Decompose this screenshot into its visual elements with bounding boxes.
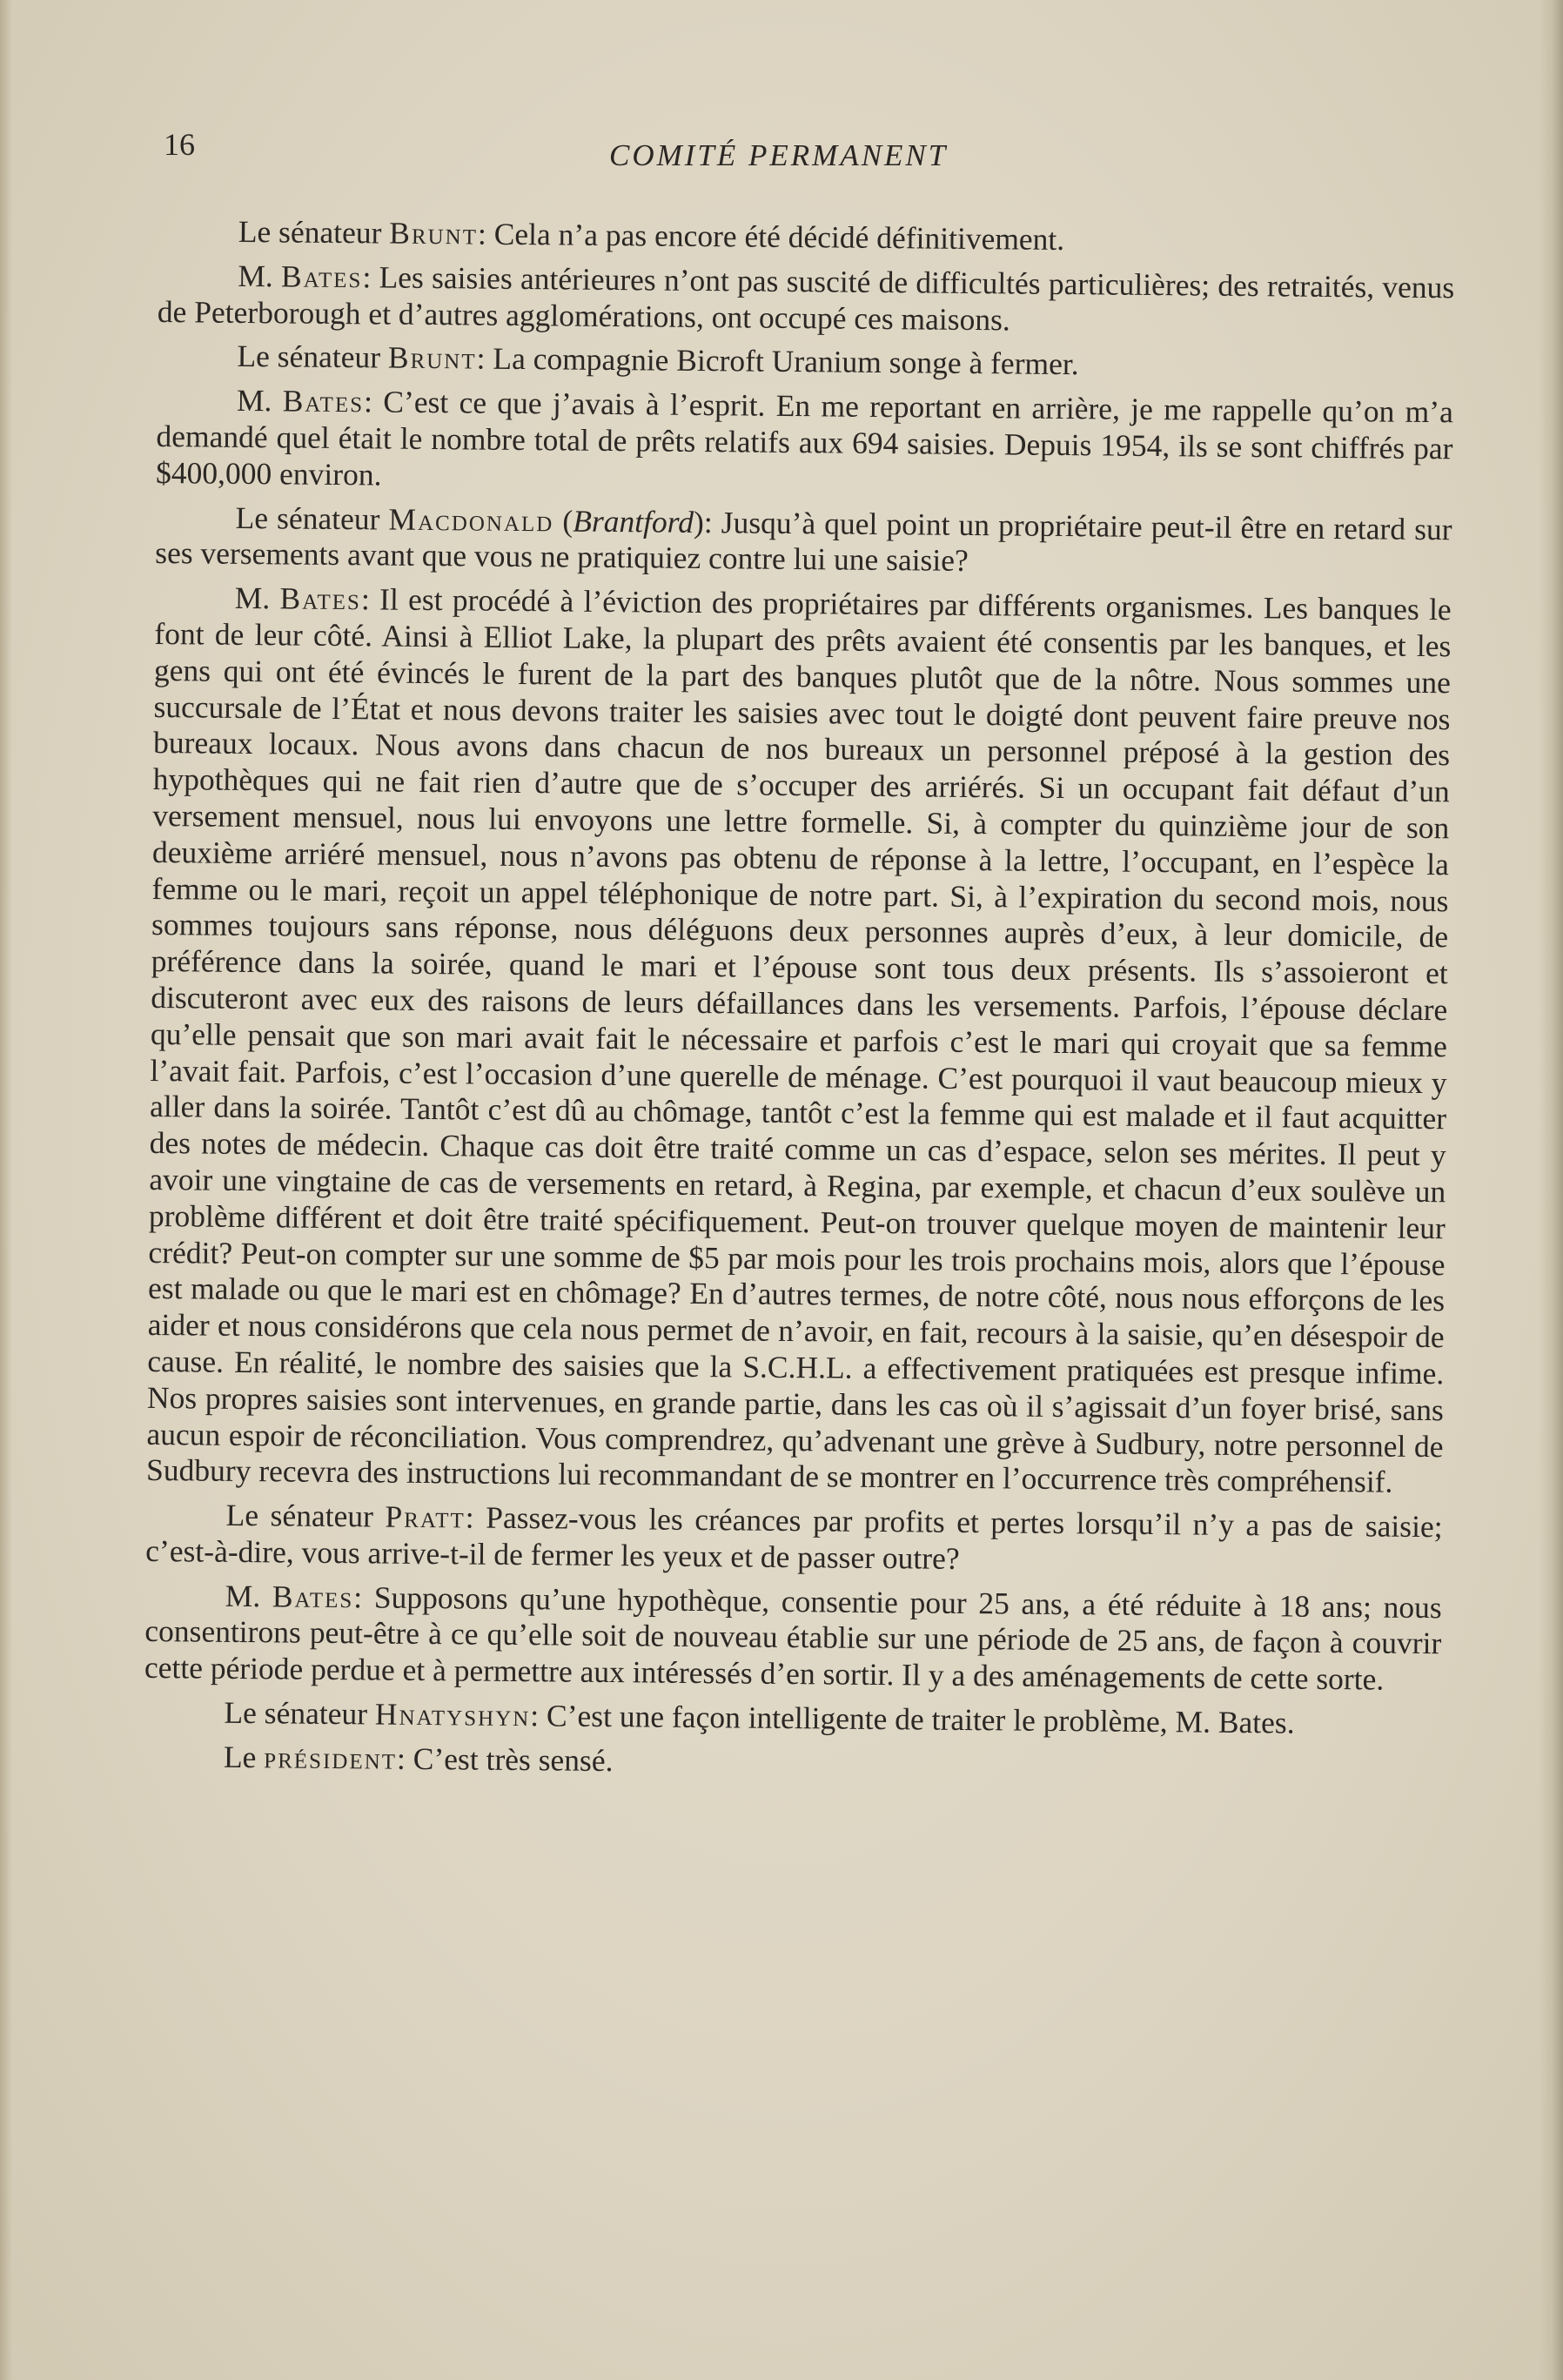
speaker-name: président [264,1740,398,1776]
speaker-name: Hnatyshyn [374,1696,531,1733]
speaker-prefix: M. [236,383,283,419]
speaker-name: Bates [280,258,363,295]
speaker-prefix: M. [225,1578,273,1614]
speech-text: Passez-vous les créances par profits et pertes lorsqu’il n’y a pas de saisie; c’est-à-dire, vous arrive-t-il de fermer les yeux et de passer outre? [145,1499,1443,1576]
speech-paragraph [156,382,1453,504]
speaker-prefix: Le sénateur [235,499,389,537]
speech-paragraph [157,338,1453,386]
speech-paragraph [158,258,1455,343]
speech-paragraph [158,213,1455,262]
transcript-body [144,213,1455,1795]
speaker-name: Brunt [389,215,479,251]
speaker-prefix: M. [238,258,282,294]
page-right-edge-shadow [1539,0,1563,2380]
speech-text: Il est procédé à l’éviction des propriétaires par différents organismes. Les banques le font de leur côté. Ainsi à Elliot Lake, la plupart des prêts avaient été consentis par les banques, et les gens qui ont été évincés le furent de la part des banques plutôt que de la nôtre. Nous sommes une succursale de l’État et nous devons traiter les saisies avec tout le doigté dont peuvent faire preuve nos bureaux locaux. Nous avons dans chacun de nos bureaux un personnel préposé à la gestion des hypothèques qui ne fait rien d’autre que de s’occuper des arriérés. Si un occupant fait défaut d’un versement mensuel, nous lui envoyons une lettre formelle. Si, à compter du quinzième jour de son deuxième arriéré mensuel, nous n’avons pas obtenu de réponse à la lettre, l’occupant, en l’espèce la femme ou le mari, reçoit un appel téléphonique de notre part. Si, à l’expiration du second mois, nous sommes toujours sans réponse, nous déléguons deux personnes auprès d’eux, à leur domicile, de préférence dans la soirée, quand le mari et l’épouse sont tous deux présents. Ils s’assoieront et discuteront avec eux des raisons de leurs défaillances dans les versements. Parfois, l’épouse déclare qu’elle pensait que son mari avait fait le nécessaire et parfois c’est le mari qui croyait que sa femme l’avait fait. Parfois, c’est l’occasion d’une querelle de ménage. C’est pourquoi il vaut beaucoup mieux y aller dans la soirée. Tantôt c’est dû au chômage, tantôt c’est la femme qui est malade et il faut acquitter des notes de médecin. Chaque cas doit être traité comme un cas d’espace, selon ses mérites. Il peut y avoir une vingtaine de cas de versements en retard, à Regina, par exemple, et chacun d’eux soulève un problème différent et doit être traité spécifiquement. Peut-on trouver quelque moyen de maintenir leur crédit? Peut-on compter sur une somme de $5 par mois pour les trois prochains mois, alors que l’épouse est malade ou que le mari est en chômage? En d’autres termes, de notre côté, nous nous efforçons de les aider et nous considérons que cela nous permet de n’avoir, en fait, recours à la saisie, qu’en désespoir de cause. En réalité, le nombre des saisies que la S.C.H.L. a effectivement pratiquées est presque infime. Nos propres saisies sont intervenues, en grande partie, dans les cas où il s’agissait d’un foyer brisé, sans aucun espoir de réconciliation. Vous comprendrez, qu’advenant une grève à Sudbury, notre personnel de Sudbury recevra des instructions lui recommandant de se montrer en l’occurrence très compréhensif. [145,581,1452,1499]
running-head: COMITÉ PERMANENT [609,138,949,172]
speaker-name: Bates [282,383,365,419]
speech-paragraph [145,1497,1443,1582]
page-left-edge-shadow [0,0,12,2380]
speaker-colon: : [703,504,721,540]
speech-paragraph [144,1739,1440,1787]
speaker-name: Bates [272,1579,354,1614]
speaker-colon: : [477,216,494,251]
speaker-riding: Brantford [573,503,694,540]
speaker-colon: : [353,1579,375,1615]
speaker-name: Macdonald [388,501,554,538]
riding-open-paren: ( [553,502,574,539]
speech-text: C’est ce que j’avais à l’esprit. En me reportant en arrière, je me rappelle qu’on m’a demandé quel était le nombre total de prêts relatifs aux 694 saisies. Depuis 1954, ils se sont chiffrés par $400,000 environ. [155,384,1454,493]
speaker-prefix: Le sénateur [224,1694,376,1732]
speaker-name: Brunt [387,339,477,376]
speaker-prefix: M. [234,580,280,616]
speaker-prefix: Le [223,1739,265,1775]
speaker-colon: : [360,581,380,617]
speaker-colon: : [363,384,384,419]
speech-text: La compagnie Bicroft Uranium songe à fermer. [493,341,1079,382]
speaker-name: Pratt [385,1498,466,1535]
speaker-colon: : [530,1698,547,1733]
page-number: 16 [164,127,195,162]
speaker-prefix: Le sénateur [237,339,389,375]
page-header [164,126,1460,178]
speech-text: Les saisies antérieures n’ont pas suscité de difficultés particulières; des retraités, venus de Peterborough et d’autres agglomérations, ont occupé ces maisons. [157,259,1455,337]
speech-paragraph [144,1578,1442,1700]
speech-text: Supposons qu’une hypothèque, consentie pour 25 ans, a été réduite à 18 ans; nous consentirons peut-être à ce qu’elle soit de nouveau établie sur une période de 25 ans, de façon à couvrir cette période perdue et à permettre aux intéressés d’en sortir. Il y a des aménagements de cette sorte. [144,1579,1442,1697]
speech-text: Cela n’a pas encore été décidé définitivement. [493,216,1065,257]
speech-paragraph [144,1694,1440,1743]
speech-text: C’est une façon intelligente de traiter le problème, M. Bates. [546,1698,1295,1740]
speaker-colon: : [362,259,379,295]
speaker-colon: : [465,1499,486,1535]
speaker-name: Bates [279,580,362,617]
speaker-prefix: Le sénateur [225,1497,386,1534]
riding-close-paren: ) [693,504,705,540]
speech-text: C’est très sensé. [413,1740,614,1778]
speech-text: Jusqu’à quel point un propriétaire peut-il être en retard sur ses versements avant que vous ne pratiquiez contre lui une saisie? [155,504,1452,579]
speaker-colon: : [476,340,493,377]
speaker-prefix: Le sénateur [238,213,390,251]
speech-paragraph [155,499,1452,585]
speaker-colon: : [396,1740,413,1776]
speech-paragraph [146,580,1452,1501]
